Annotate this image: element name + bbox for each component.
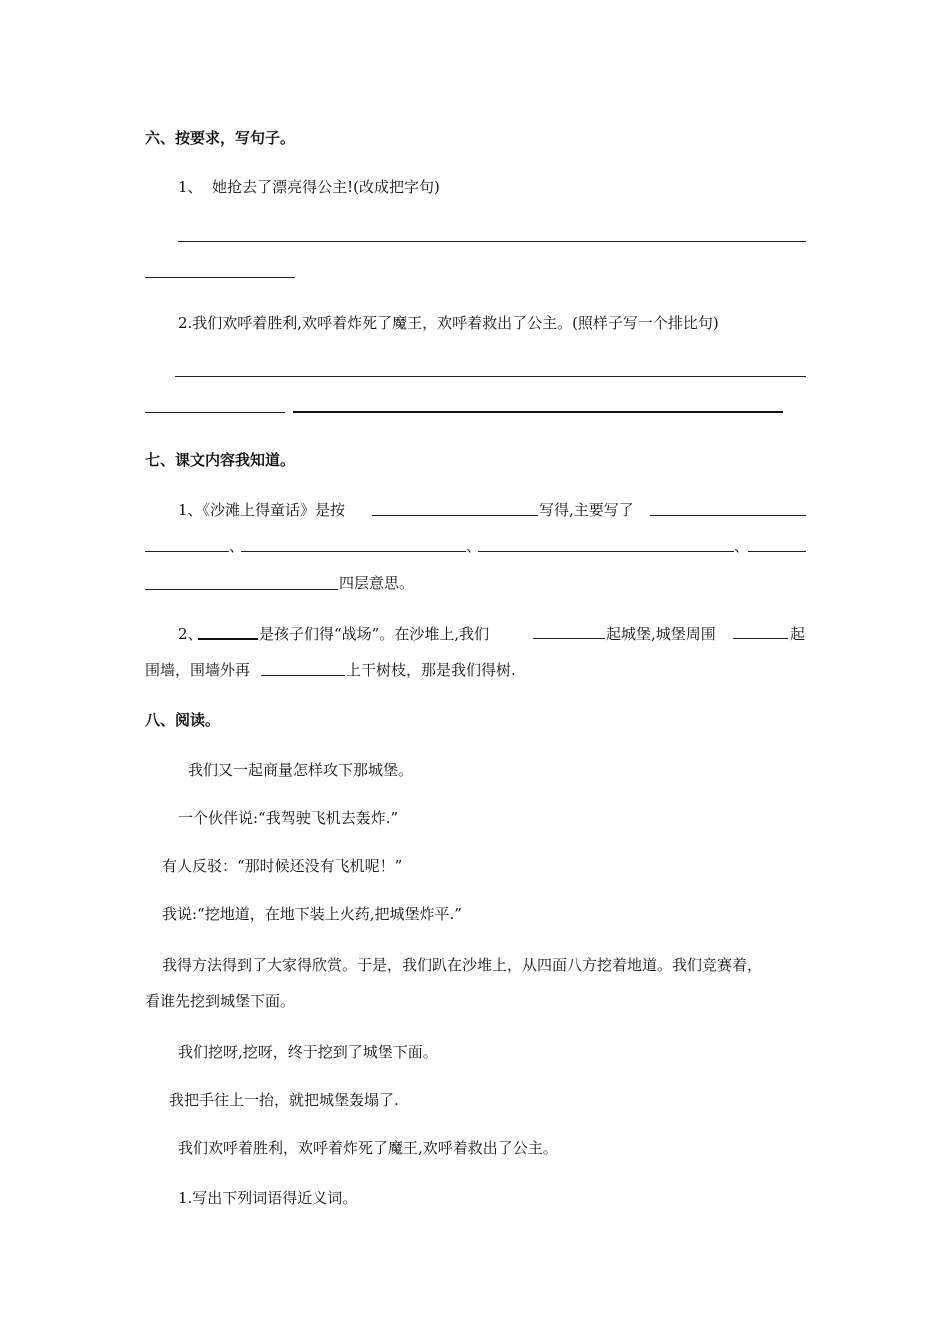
fill-blank[interactable] [533,638,605,639]
fill-blank[interactable] [241,551,466,552]
section-6-question-1: 1、 她抢去了漂亮得公主!(改成把字句) [178,178,440,196]
section-7-question-2-text: 起 [790,625,806,643]
fill-blank[interactable] [748,551,806,552]
separator: 、 [734,537,750,555]
answer-line[interactable] [175,376,806,377]
fill-blank[interactable] [733,638,788,639]
section-6-question-2: 2.我们欢呼着胜利,欢呼着炸死了魔王，欢呼着救出了公主。(照样子写一个排比句) [178,314,719,332]
section-7-question-2-text: 上干树枝，那是我们得树. [346,661,516,679]
reading-paragraph: 我们又一起商量怎样攻下那城堡。 [188,761,414,779]
section-7-question-2-text: 起城堡,城堡周围 [606,625,716,643]
fill-blank[interactable] [145,551,229,552]
fill-blank[interactable] [145,589,338,590]
fill-blank[interactable] [650,515,806,516]
section-7-question-2-text: 围墙，围墙外再 [145,661,251,679]
section-8-heading: 八、阅读。 [145,711,221,729]
fill-blank[interactable] [261,675,345,676]
section-7-question-1-start: 1、《沙滩上得童话》是按 [178,501,346,519]
reading-paragraph: 我得方法得到了大家得欣赏。于是，我们趴在沙堆上，从四面八方挖着地道。我们竞赛着， [162,956,763,974]
fill-blank[interactable] [198,638,258,640]
fill-blank[interactable] [478,551,734,552]
reading-paragraph: 看谁先挖到城堡下面。 [145,992,296,1010]
separator: 、 [229,537,245,555]
section-7-heading: 七、课文内容我知道。 [145,451,296,469]
reading-paragraph: 我把手往上一抬，就把城堡轰塌了. [169,1091,399,1109]
reading-paragraph: 我们挖呀,挖呀，终于挖到了城堡下面。 [178,1043,438,1061]
answer-line[interactable] [178,241,806,242]
separator: 、 [466,537,482,555]
section-7-question-2-num: 2、 [178,625,203,643]
answer-line[interactable] [145,277,295,278]
section-8-question-1: 1.写出下列词语得近义词。 [178,1189,358,1207]
answer-line[interactable] [293,411,783,413]
section-6-heading: 六、按要求，写句子。 [145,129,296,147]
section-7-question-2-text: 是孩子们得“战场”。在沙堆上,我们 [259,625,490,643]
reading-paragraph: 有人反驳：“那时候还没有飞机呢！” [162,857,403,875]
answer-line[interactable] [145,412,285,413]
section-7-question-1-end: 四层意思。 [339,574,415,592]
section-7-question-1-mid: 写得,主要写了 [539,501,634,519]
reading-paragraph: 我们欢呼着胜利，欢呼着炸死了魔王,欢呼着救出了公主。 [178,1139,558,1157]
fill-blank[interactable] [372,515,538,516]
reading-paragraph: 我说:“挖地道，在地下装上火药,把城堡炸平.” [162,905,462,923]
reading-paragraph: 一个伙伴说:“我驾驶飞机去轰炸.” [178,809,399,827]
